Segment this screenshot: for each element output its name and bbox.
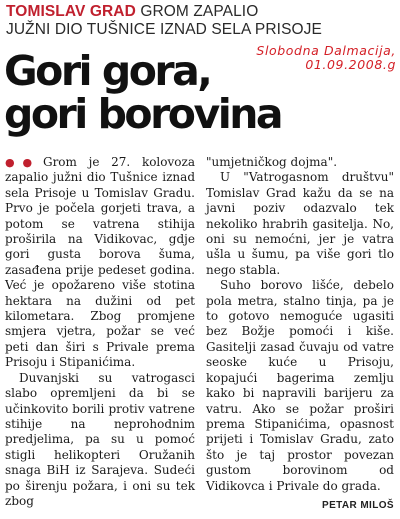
- article-kicker: [6, 3, 396, 39]
- headline-line-2: gori borovina: [4, 90, 282, 138]
- article-column-left: [5, 155, 195, 509]
- article-column-right: [206, 155, 394, 494]
- source-publication: Slobodna Dalmacija,: [256, 43, 396, 58]
- headline-line-1: Gori gora,: [4, 47, 211, 95]
- kicker-line-1: [6, 3, 396, 21]
- headline: [4, 47, 294, 138]
- kicker-subtitle-1: GROM ZAPALIO: [140, 3, 259, 20]
- paragraph: Suho borovo lišće, debelo pola metra, stalno tinja, pa je to gotovo nemoguće ugasiti bez Božje pomoći i kiše. Gasitelji zasad čuvaju od vatre seoske kuće u Prisoju, kopajući bagerima zemlju kako bi napravili barijeru za vatru. Ako se požar proširi prema Stipanićima, opasnost prijeti i Tomislav Gradu, zato što je taj prostor povezan gustom borovinom od Vidikovca i Privale do grada.: [206, 278, 394, 493]
- paragraph-lead-text: Grom je 27. kolovoza zapalio južni dio Tušnice iznad sela Prisoje u Tomislav Gradu. Prvo je počela gorjeti trava, a potom se vatrena stihija proširila na Vidikovac, gdje gori gusta borova šuma, zasađena prije pedeset godina. Već je opožareno više stotina hektara na dužini od pet kilometara. Zbog promjene smjera vjetra, požar se već peti dan širi s Privale prema Prisoju i Stipanićima.: [5, 155, 195, 370]
- paragraph: Duvanjski su vatrogasci slabo opremljeni da bi se učinkovito borili protiv vatrene stihije na neprohodnim predjelima, pa su u pomoć stigli helikopteri Oružanih snaga BiH iz Sarajeva. Sudeći po širenju požara, i oni su tek zbog: [5, 370, 195, 508]
- paragraph: U "Vatrogasnom društvu" Tomislav Grad kažu da se na javni poziv odazvalo tek nekoliko hrabrih gasitelja. No, oni su nemoćni, jer je vatra ušla u šumu, pa više gori tlo nego stabla.: [206, 170, 394, 277]
- kicker-subtitle-2: JUŽNI DIO TUŠNICE IZNAD SELA PRISOJE: [6, 21, 322, 38]
- author-byline: PETAR MILOŠ: [322, 500, 394, 511]
- kicker-location: TOMISLAV GRAD: [6, 3, 136, 20]
- paragraph-continuation: "umjetničkog dojma".: [206, 155, 338, 169]
- source-date: 01.09.2008.g: [305, 57, 396, 72]
- paragraph-lead: [5, 155, 195, 371]
- lead-bullet-icon: ●●: [5, 156, 40, 169]
